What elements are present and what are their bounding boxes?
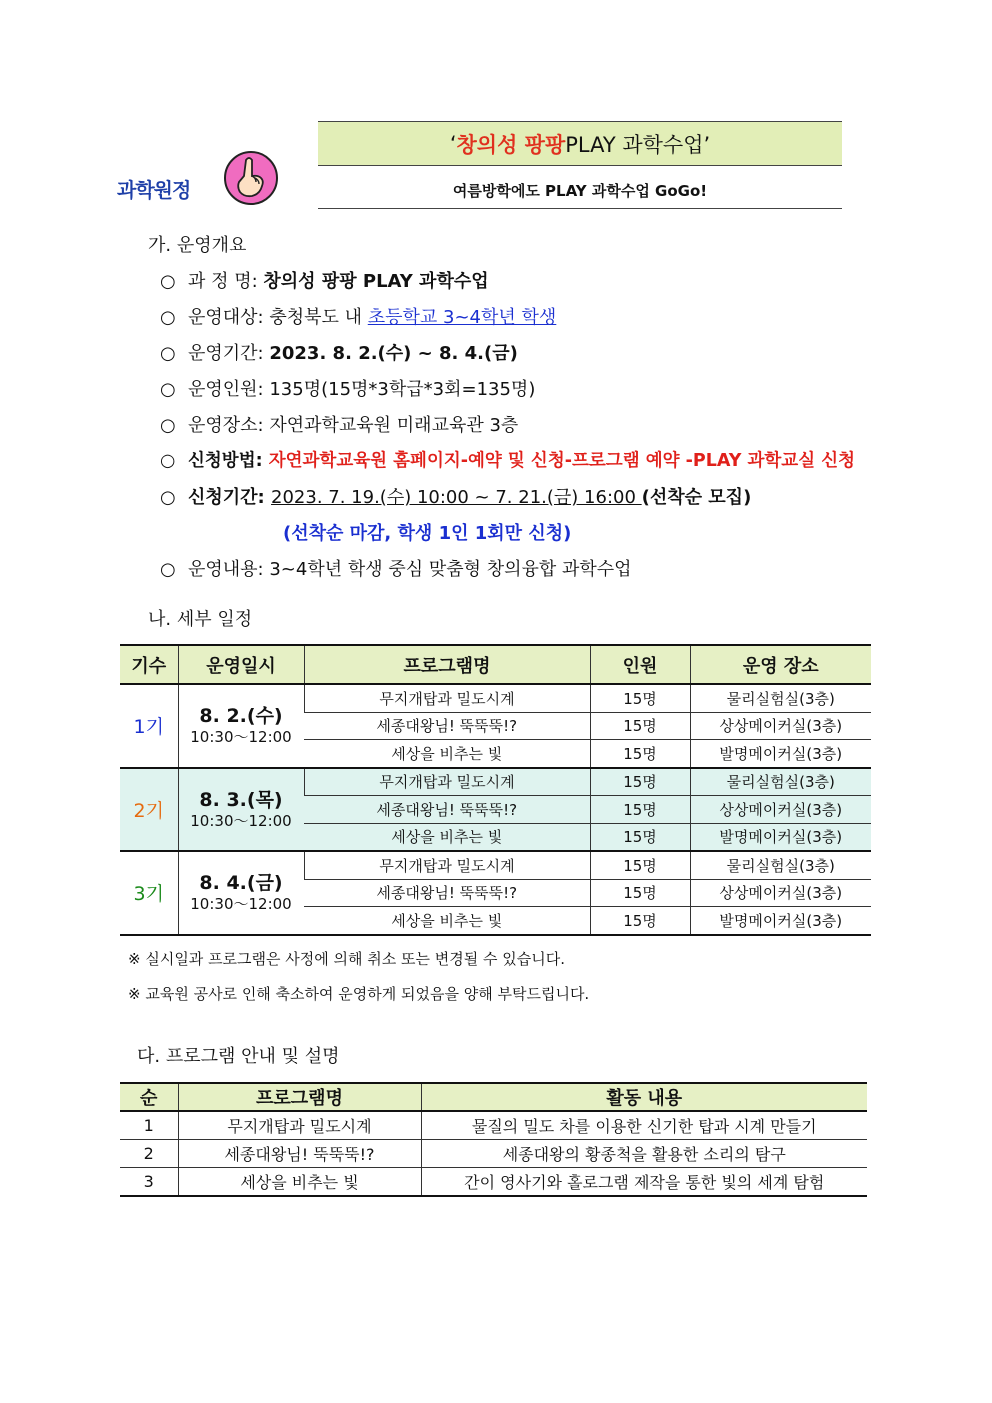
program-cell: 세상을 비추는 빛 xyxy=(304,907,590,935)
activity-cell: 물질의 밀도 차를 이용한 신기한 탑과 시계 만들기 xyxy=(421,1111,867,1140)
place-cell: 물리실험실(3층) xyxy=(690,684,871,712)
title-quote-open: ‘ xyxy=(449,131,457,156)
program-cell: 세상을 비추는 빛 xyxy=(178,1168,421,1197)
overview-content: ○ 운영내용: 3~4학년 학생 중심 맞춤형 창의융합 과학수업 xyxy=(160,559,632,580)
col-header: 활동 내용 xyxy=(421,1083,867,1111)
overview-apply-period: ○ 신청기간: 2023. 7. 19.(수) 10:00 ~ 7. 21.(금) 16:00 (선착순 모집) xyxy=(160,487,752,508)
people-cell: 15명 xyxy=(590,907,690,935)
place-cell: 상상메이커실(3층) xyxy=(690,879,871,907)
overview-period: ○ 운영기간: 2023. 8. 2.(수) ~ 8. 4.(금) xyxy=(160,343,518,364)
place-cell: 발명메이커실(3층) xyxy=(690,740,871,768)
no-cell: 2 xyxy=(120,1140,178,1168)
overview-apply-note: (선착순 마감, 학생 1인 1회만 신청) xyxy=(283,523,572,544)
no-cell: 3 xyxy=(120,1168,178,1197)
people-cell: 15명 xyxy=(590,740,690,768)
table-row xyxy=(120,1140,867,1168)
program-cell: 무지개탑과 밀도시계 xyxy=(304,768,590,796)
logo-text: 과학원정 xyxy=(117,178,191,202)
section-a-heading: 가. 운영개요 xyxy=(148,235,247,256)
place-cell: 발명메이커실(3층) xyxy=(690,823,871,851)
schedule-note: ※ 교육원 공사로 인해 축소하여 운영하게 되었음을 양해 부탁드립니다. xyxy=(128,985,590,1003)
title-rest: PLAY 과학수업’ xyxy=(565,132,711,157)
pointing-hand-icon xyxy=(222,150,280,206)
program-cell: 세상을 비추는 빛 xyxy=(304,823,590,851)
program-header-row xyxy=(120,1083,867,1111)
date-cell: 8. 2.(수) 10:30～12:00 xyxy=(178,684,304,768)
people-cell: 15명 xyxy=(590,684,690,712)
date-cell: 8. 4.(금) 10:30～12:00 xyxy=(178,851,304,935)
place-cell: 물리실험실(3층) xyxy=(690,851,871,879)
people-cell: 15명 xyxy=(590,879,690,907)
col-header: 순 xyxy=(120,1083,178,1111)
table-row xyxy=(120,851,871,879)
col-header: 인원 xyxy=(590,645,690,684)
no-cell: 1 xyxy=(120,1111,178,1140)
program-cell: 세상을 비추는 빛 xyxy=(304,740,590,768)
title-banner xyxy=(318,121,842,166)
overview-headcount: ○ 운영인원: 135명(15명*3학급*3회=135명) xyxy=(160,379,536,400)
activity-cell: 간이 영사기와 홀로그램 제작을 통한 빛의 세계 탐험 xyxy=(421,1168,867,1197)
program-cell: 무지개탑과 밀도시계 xyxy=(178,1111,421,1140)
program-cell: 세종대왕님! 뚝뚝뚝!? xyxy=(304,796,590,824)
people-cell: 15명 xyxy=(590,796,690,824)
program-cell: 무지개탑과 밀도시계 xyxy=(304,851,590,879)
overview-apply-method: ○ 신청방법: 자연과학교육원 홈페이지-예약 및 신청-프로그램 예약 -PLAY 과학교실 신청 xyxy=(160,451,856,471)
col-header: 운영 장소 xyxy=(690,645,871,684)
place-cell: 물리실험실(3층) xyxy=(690,768,871,796)
section-c-heading: 다. 프로그램 안내 및 설명 xyxy=(137,1046,340,1067)
schedule-note: ※ 실시일과 프로그램은 사정에 의해 취소 또는 변경될 수 있습니다. xyxy=(128,950,565,968)
col-header: 프로그램명 xyxy=(304,645,590,684)
people-cell: 15명 xyxy=(590,768,690,796)
activity-cell: 세종대왕의 황종척을 활용한 소리의 탐구 xyxy=(421,1140,867,1168)
section-b-heading: 나. 세부 일정 xyxy=(148,609,253,630)
people-cell: 15명 xyxy=(590,712,690,740)
program-cell: 세종대왕님! 뚝뚝뚝!? xyxy=(304,712,590,740)
col-header: 프로그램명 xyxy=(178,1083,421,1111)
overview-course-name: ○ 과 정 명: 창의성 팡팡 PLAY 과학수업 xyxy=(160,271,489,292)
generation-cell: 2기 xyxy=(120,768,178,852)
date-cell: 8. 3.(목) 10:30～12:00 xyxy=(178,768,304,852)
subtitle: 여름방학에도 PLAY 과학수업 GoGo! xyxy=(318,172,842,209)
place-cell: 상상메이커실(3층) xyxy=(690,712,871,740)
col-header: 기수 xyxy=(120,645,178,684)
place-cell: 상상메이커실(3층) xyxy=(690,796,871,824)
generation-cell: 3기 xyxy=(120,851,178,935)
people-cell: 15명 xyxy=(590,823,690,851)
table-row xyxy=(120,684,871,712)
place-cell: 발명메이커실(3층) xyxy=(690,907,871,935)
table-row xyxy=(120,768,871,796)
overview-location: ○ 운영장소: 자연과학교육원 미래교육관 3층 xyxy=(160,415,519,436)
title-highlight: 창의성 팡팡 xyxy=(456,132,566,157)
overview-target: ○ 운영대상: 충청북도 내 초등학교 3~4학년 학생 xyxy=(160,307,557,328)
schedule-table xyxy=(120,644,871,936)
people-cell: 15명 xyxy=(590,851,690,879)
schedule-header-row xyxy=(120,645,871,684)
table-row xyxy=(120,1111,867,1140)
program-cell: 세종대왕님! 뚝뚝뚝!? xyxy=(178,1140,421,1168)
program-cell: 세종대왕님! 뚝뚝뚝!? xyxy=(304,879,590,907)
generation-cell: 1기 xyxy=(120,684,178,768)
program-table xyxy=(120,1082,867,1197)
program-cell: 무지개탑과 밀도시계 xyxy=(304,684,590,712)
table-row xyxy=(120,1168,867,1197)
col-header: 운영일시 xyxy=(178,645,304,684)
